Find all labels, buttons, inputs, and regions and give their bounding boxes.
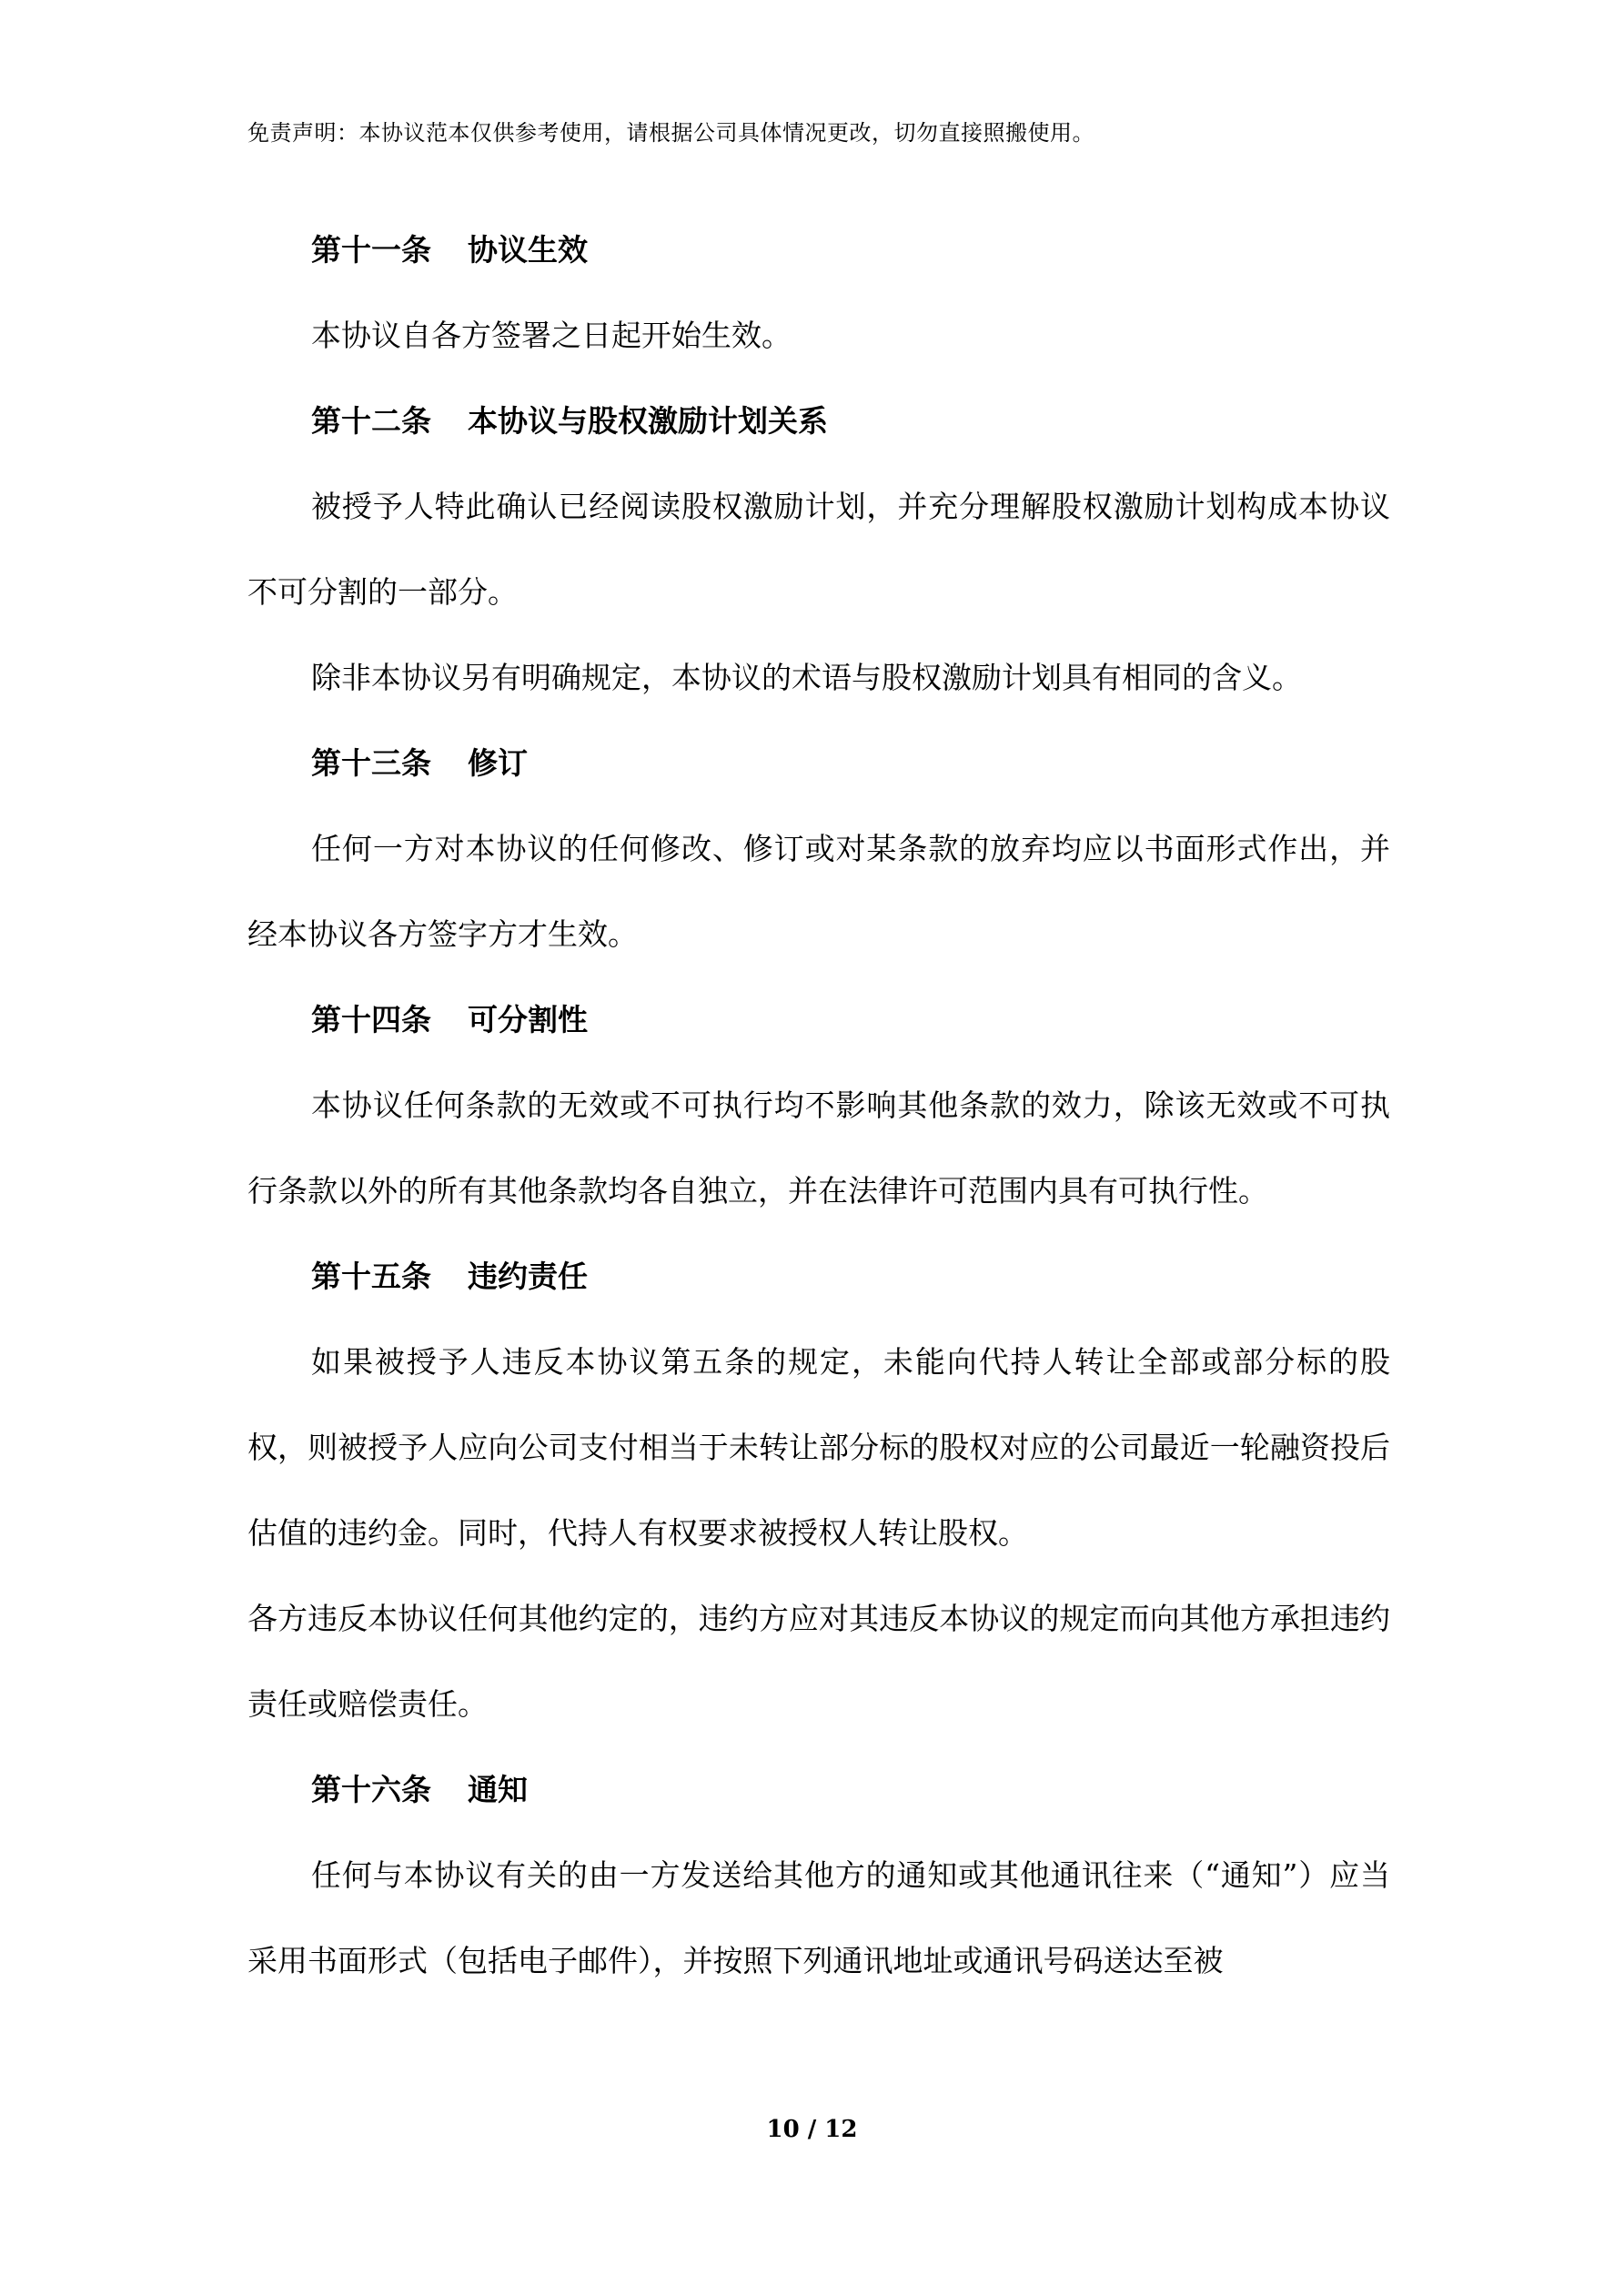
article-heading (247, 721, 1390, 806)
paragraph: 被授予人特此确认已经阅读股权激励计划，并充分理解股权激励计划构成本协议不可分割的一部分。 (247, 489, 1390, 610)
article-11 (247, 207, 1390, 379)
article-13 (247, 721, 1390, 977)
paragraph: 本协议任何条款的无效或不可执行均不影响其他条款的效力，除该无效或不可执行条款以外的所有其他条款均各自独立，并在法律许可范围内具有可执行性。 (247, 1087, 1390, 1209)
article-title: 本协议与股权激励计划关系 (468, 403, 828, 439)
paragraph: 本协议自各方签署之日起开始生效。 (311, 318, 792, 353)
article-title: 可分割性 (468, 1002, 588, 1037)
article-number: 第十二条 (311, 403, 431, 439)
article-title: 通知 (468, 1772, 528, 1807)
paragraph: 各方违反本协议任何其他约定的，违约方应对其违反本协议的规定而向其他方承担违约责任或赔偿责任。 (247, 1601, 1390, 1722)
page-number: 10 / 12 (766, 2116, 858, 2143)
article-title: 协议生效 (468, 232, 588, 268)
article-number: 第十三条 (311, 745, 431, 781)
paragraph: 如果被授予人违反本协议第五条的规定，未能向代持人转让全部或部分标的股权，则被授予人应向公司支付相当于未转让部分标的股权对应的公司最近一轮融资投后估值的违约金。同时，代持人有权要求被授权人转让股权。 (247, 1344, 1390, 1551)
article-number: 第十一条 (311, 232, 431, 268)
article-title: 修订 (468, 745, 528, 781)
article-title: 违约责任 (468, 1259, 588, 1294)
article-16 (247, 1747, 1390, 2004)
article-number: 第十四条 (311, 1002, 431, 1037)
article-heading (247, 379, 1390, 464)
article-heading (247, 1234, 1390, 1320)
paragraph: 任何一方对本协议的任何修改、修订或对某条款的放弃均应以书面形式作出，并经本协议各方签字方才生效。 (247, 831, 1390, 952)
paragraph: 除非本协议另有明确规定，本协议的术语与股权激励计划具有相同的含义。 (311, 660, 1302, 695)
document-body (247, 207, 1390, 2004)
article-heading (247, 977, 1390, 1063)
article-12 (247, 379, 1390, 721)
article-heading (247, 1747, 1390, 1833)
article-number: 第十五条 (311, 1259, 431, 1294)
article-14 (247, 977, 1390, 1234)
disclaimer-header: 免责声明：本协议范本仅供参考使用，请根据公司具体情况更改，切勿直接照搬使用。 (247, 120, 1094, 146)
article-15 (247, 1234, 1390, 1747)
article-heading (247, 207, 1390, 293)
paragraph: 任何与本协议有关的由一方发送给其他方的通知或其他通讯往来（“通知”）应当采用书面形式（包括电子邮件），并按照下列通讯地址或通讯号码送达至被 (247, 1857, 1390, 1978)
article-number: 第十六条 (311, 1772, 431, 1807)
